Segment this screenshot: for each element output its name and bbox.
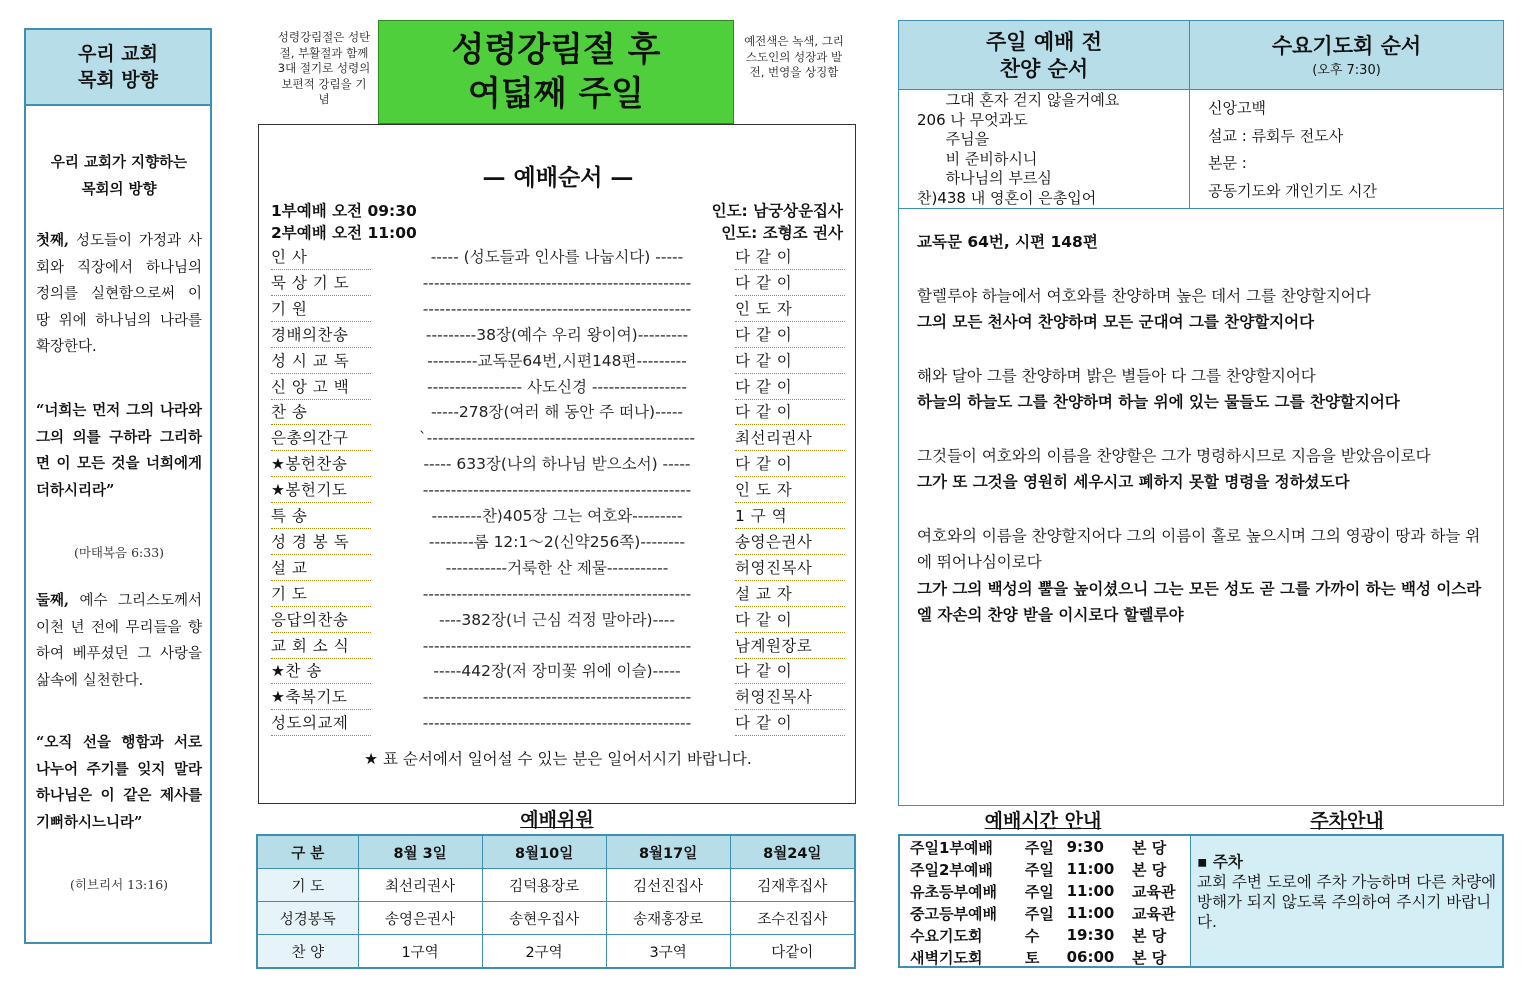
order-item: 교 회 소 식 [271,634,371,659]
praise-song: 206 나 무엇과도 [917,110,1028,129]
order-detail: ---------교독문64번,시편148편--------- [427,351,687,370]
reading-verse: 여호와의 이름을 찬양할지어다 그의 이름이 홀로 높으시며 그의 영광이 땅과 하늘 위에 뛰어나심이로다 [917,526,1481,571]
committee-name-cell: 최선리권사 [358,869,482,902]
order-item: ★축복기도 [271,685,371,710]
order-item: 설 교 [271,556,371,581]
psalm-reading [917,229,1489,629]
committee-table [256,834,856,969]
order-row [271,323,843,347]
committee-header-cell: 구 분 [257,835,358,869]
order-detail: ------------------------------------------------ [422,299,692,318]
order-item: 특 송 [271,504,371,529]
order-item: 찬 송 [271,400,371,425]
praise-song: 그대 혼자 걷지 않을거예요 [917,91,1120,109]
schedule-cell: 본 당 [1131,948,1167,967]
order-row [271,685,843,709]
second-lead: 둘째, [36,592,70,609]
order-detail: -----442장(저 장미꽃 위에 이슬)----- [433,662,681,681]
order-item: 신 앙 고 백 [271,375,371,400]
order-detail: ------------------------------------------------ [422,636,692,655]
committee-header-cell: 8월24일 [730,835,855,869]
schedule-cell: 교육관 [1131,904,1176,923]
order-person: 다 같 이 [735,659,845,684]
schedule-cell: 수 [1024,926,1040,945]
direction-first [36,228,202,361]
schedule-cell: 주일1부예배 [910,838,993,857]
praise-song: 찬)438 내 영혼이 은총입어 [917,188,1097,207]
order-detail: ---------찬)405장 그는 여호와--------- [431,507,683,525]
order-person: 허영진목사 [735,685,845,710]
reading-verse: 그의 모든 천사여 찬양하며 모든 군대여 그를 찬양할지어다 [917,313,1315,331]
order-row [271,349,843,373]
schedule-row [908,858,1190,880]
committee-name-cell: 다같이 [730,935,855,969]
committee-name-cell: 조수진집사 [730,902,855,935]
committee-name-cell: 송재홍장로 [606,902,730,935]
pentecost-note: 성령강림절은 성탄절, 부활절과 함께 3대 절기로 성령의 보편적 강림을 기념 [277,30,371,106]
order-row [271,375,843,399]
order-row [271,504,843,528]
praise-song: 주님을 [917,130,990,148]
order-detail: ----------------- 사도신경 ----------------- [427,377,687,396]
schedule-cell: 본 당 [1131,860,1167,879]
order-person: 남계원장로 [735,634,845,659]
order-item: 응답의찬송 [271,608,371,633]
order-item: ★봉헌찬송 [271,452,371,477]
order-detail: ------------------------------------------------ [422,714,692,733]
schedule-cell: 11:00 [1066,860,1115,878]
right-panel [898,20,1504,806]
order-person: 다 같 이 [735,608,845,633]
banner-title-2: 여덟째 주일 [467,74,645,114]
order-row [271,608,843,632]
order-person: 최선리권사 [735,426,845,451]
order-person: 송영은권사 [735,530,845,555]
committee-header-cell: 8월 3일 [358,835,482,869]
order-item: 묵 상 기 도 [271,271,371,296]
wednesday-header [1190,21,1503,90]
committee-name-cell: 김재후집사 [730,869,855,902]
service-2-leader: 인도: 조형조 권사 [721,224,843,242]
order-detail: `------------------------------------------------ [418,429,696,448]
order-row [271,659,843,683]
order-item: 인 사 [271,245,371,270]
committee-name-cell: 송영은권사 [358,902,482,935]
quote-matthew: “너희는 먼저 그의 나라와 그의 의를 구하라 그리하면 이 모든 것을 너희에게 더하시리라” [36,402,202,499]
order-row [271,634,843,658]
order-person: 다 같 이 [735,711,845,736]
schedule-table [908,836,1190,968]
order-item: 성도의교제 [271,711,371,736]
order-item: 성 시 교 독 [271,349,371,374]
schedule-cell: 토 [1024,948,1040,967]
service-2-time: 2부예배 오전 11:00 [271,224,417,242]
committee-name-cell: 2구역 [482,935,606,969]
order-person: 다 같 이 [735,349,845,374]
committee-name-cell: 3구역 [606,935,730,969]
wednesday-time: (오후 7:30) [1312,63,1381,78]
order-person: 다 같 이 [735,400,845,425]
order-row [271,452,843,476]
sunday-title-banner [378,20,734,124]
service-1-time: 1부예배 오전 09:30 [271,202,417,220]
reading-verse: 할렐루야 하늘에서 여호와를 찬양하며 높은 데서 그를 찬양할지어다 [917,286,1371,305]
praise-song: 하나님의 부르심 [917,169,1052,187]
schedule-parking-box [898,834,1504,968]
parking-head: ▪ 주차 [1197,853,1243,871]
order-row [271,426,843,450]
order-row [271,582,843,606]
schedule-cell: 주일2부예배 [910,860,993,879]
reading-reference: 교독문 64번, 시편 148편 [917,233,1098,251]
schedule-cell: 중고등부예배 [910,904,997,923]
order-person: 1 구 역 [735,504,845,529]
schedule-cell: 교육관 [1131,882,1176,901]
schedule-cell: 주일 [1024,904,1054,923]
order-item: ★봉헌기도 [271,478,371,503]
schedule-cell: 본 당 [1131,926,1167,945]
committee-row [257,935,855,969]
order-row [271,711,843,735]
praise-head-2: 찬양 순서 [999,56,1089,81]
order-person: 설 교 자 [735,582,845,607]
quote-hebrews-ref: (히브리서 13:16) [69,877,169,892]
reading-verse: 그것들이 여호와의 이름을 찬양할은 그가 명령하시므로 지음을 받았음이로다 [917,446,1431,465]
parking-text: 교회 주변 도로에 주차 가능하며 다른 차량에 방해가 되지 않도록 주의하여 주시기 바랍니다. [1197,873,1497,931]
order-detail: --------롬 12:1～2(신약256쪽)-------- [428,532,686,551]
liturgical-color-note: 예전색은 녹색, 그리스도인의 성장과 발전, 번영을 상징함 [744,34,844,79]
parking-title: 주차안내 [1310,810,1384,832]
church-direction-title-1: 우리 교회 [77,43,159,65]
schedule-title: 예배시간 안내 [984,810,1102,832]
schedule-cell: 11:00 [1066,904,1115,922]
committee-name-cell: 김덕용장로 [482,869,606,902]
reading-verse: 그가 또 그것을 영원히 세우시고 폐하지 못할 명령을 정하셨도다 [917,473,1350,491]
subtitle-line-2: 목회의 방향 [81,180,157,198]
standing-note: ★ 표 순서에서 일어설 수 있는 분은 일어서시기 바랍니다. [364,750,752,768]
order-row [271,297,843,321]
order-detail: ----- (성도들과 인사를 나눕시다) ----- [430,248,684,266]
wednesday-item: 설교 : 류회두 전도사 [1208,126,1344,145]
praise-list [899,89,1190,209]
schedule-cell: 수요기도회 [910,926,983,945]
order-item: 은총의간구 [271,426,371,451]
banner-title-1: 성령강림절 후 [451,30,661,70]
church-direction-header [26,30,210,106]
order-item: 기 도 [271,582,371,607]
order-person: 다 같 이 [735,323,845,348]
schedule-cell: 주일 [1024,860,1054,879]
order-row [271,478,843,502]
schedule-cell: 유초등부예배 [910,882,997,901]
worship-order-box [258,124,856,804]
order-person: 인 도 자 [735,297,845,322]
schedule-cell: 새벽기도회 [910,948,983,967]
second-text: 예수 그리스도께서 이천 년 전에 무리들을 향하여 베푸셨던 그 사랑을 삶속에 실천한다. [36,593,202,689]
quote-matthew-ref: (마태복음 6:33) [73,545,165,560]
committee-header-row [257,835,855,869]
reading-verse: 해와 달아 그를 찬양하며 밝은 별들아 다 그를 찬양할지어다 [917,366,1316,385]
order-detail: ------------------------------------------------ [422,584,692,603]
committee-row [257,902,855,935]
order-item: 기 원 [271,297,371,322]
committee-header-cell: 8월17일 [606,835,730,869]
service-1-leader: 인도: 남궁상운집사 [711,202,843,220]
service-2-row [271,221,843,245]
schedule-cell: 19:30 [1066,926,1115,944]
order-row [271,400,843,424]
worship-order-title: — 예배순서 — [482,164,634,191]
order-detail: ------------------------------------------------ [422,273,692,292]
quote-hebrews: “오직 선을 행함과 서로 나누어 주기를 잊지 말라 하나님은 이 같은 제사를 기뻐하시느니라” [36,734,202,831]
reading-paragraphs [917,283,1489,629]
schedule-row [908,880,1190,902]
schedule-row [908,946,1190,968]
order-row [271,530,843,554]
schedule-row [908,902,1190,924]
committee-header-cell: 8월10일 [482,835,606,869]
committee-name-cell: 송현우집사 [482,902,606,935]
committee-role-cell: 성경봉독 [257,902,358,935]
church-direction-subtitle [36,150,202,203]
church-direction-title-2: 목회 방향 [77,69,159,91]
order-row [271,245,843,269]
order-person: 인 도 자 [735,478,845,503]
wednesday-head: 수요기도회 순서 [1271,33,1422,58]
schedule-cell: 주일 [1024,838,1054,857]
schedule-row [908,924,1190,946]
wednesday-item: 신앙고백 [1208,99,1266,117]
schedule-cell: 주일 [1024,882,1054,901]
committee-title: 예배위원 [520,809,594,831]
service-1-row [271,199,843,223]
schedule-cell: 11:00 [1066,882,1115,900]
committee-role-cell: 기 도 [257,869,358,902]
subtitle-line-1: 우리 교회가 지향하는 [50,154,188,171]
committee-role-cell: 찬 양 [257,935,358,969]
order-detail: ---------38장(예수 우리 왕이여)--------- [425,325,689,344]
first-text: 성도들이 가정과 사회와 직장에서 하나님의 정의를 실현함으로써 이 땅 위에 하나님의 나라를 확장한다. [36,233,202,355]
reading-verse: 그가 그의 백성의 뿔을 높이셨으니 그는 모든 성도 곧 그를 가까이 하는 백성 이스라엘 자손의 찬양 받을 이시로다 할렐루야 [917,579,1482,624]
order-detail: ------------------------------------------------ [422,481,692,500]
order-person: 다 같 이 [735,375,845,400]
order-item: 경배의찬송 [271,323,371,348]
order-item: 성 경 봉 독 [271,530,371,555]
order-item: ★찬 송 [271,659,371,684]
praise-song: 비 준비하시니 [917,149,1038,168]
order-person: 다 같 이 [735,245,845,270]
order-detail: ------------------------------------------------ [422,688,692,707]
parking-box [1190,836,1502,966]
schedule-row [908,836,1190,858]
order-person: 허영진목사 [735,556,845,581]
order-person: 다 같 이 [735,271,845,296]
wednesday-item: 공동기도와 개인기도 시간 [1208,181,1377,200]
direction-second [36,588,202,694]
schedule-cell: 본 당 [1131,838,1167,857]
first-lead: 첫째, [36,232,70,249]
wednesday-item: 본문 : [1208,154,1247,172]
praise-head-1: 주일 예배 전 [985,29,1103,54]
committee-name-cell: 1구역 [358,935,482,969]
order-detail: ----382장(너 근심 걱정 말아라)---- [439,610,675,629]
committee-name-cell: 김선진집사 [606,869,730,902]
church-direction-panel [24,28,212,944]
order-row [271,271,843,295]
wednesday-list [1190,89,1503,209]
order-row [271,556,843,580]
schedule-cell: 9:30 [1066,838,1104,856]
order-detail: ----- 633장(나의 하나님 받으소서) ----- [423,455,691,474]
order-detail: -----------거룩한 산 제물----------- [445,558,669,577]
reading-verse: 하늘의 하늘도 그를 찬양하며 하늘 위에 있는 물들도 그를 찬양할지어다 [917,393,1400,411]
committee-row [257,869,855,902]
praise-header [899,21,1190,90]
order-person: 다 같 이 [735,452,845,477]
schedule-cell: 06:00 [1066,948,1115,966]
order-detail: -----278장(여러 해 동안 주 떠나)----- [430,403,684,422]
